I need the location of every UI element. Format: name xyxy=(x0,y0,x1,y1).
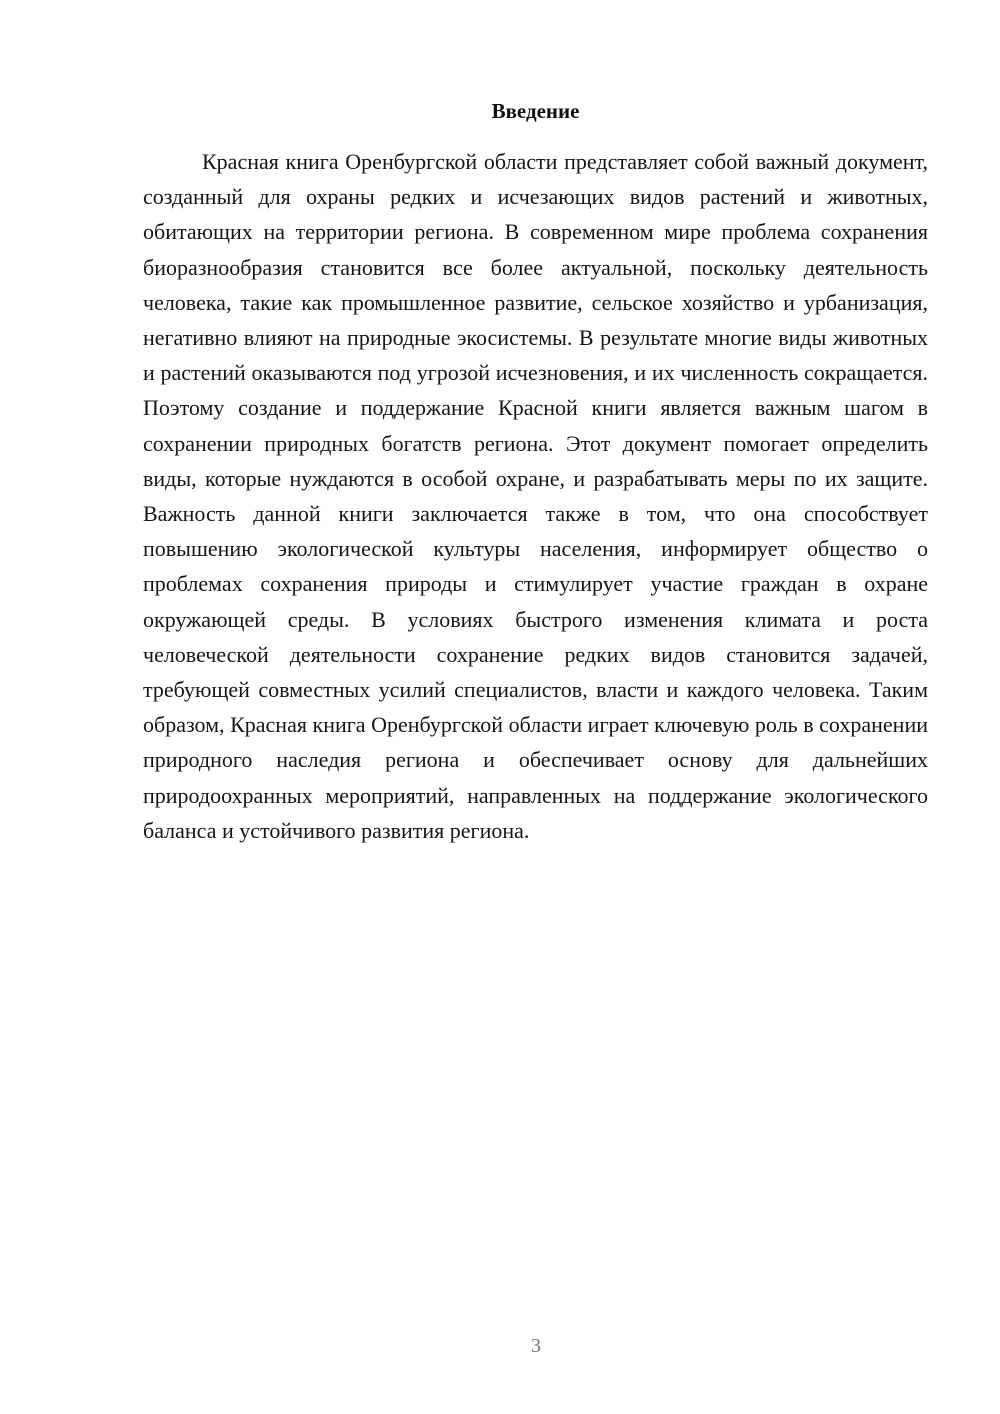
page-number: 3 xyxy=(531,1335,541,1357)
section-heading: Введение xyxy=(491,99,580,123)
body-paragraph: Красная книга Оренбургской области представляет собой важный документ, созданный для охраны редких и исчезающих видов растений и животных, обитающих на территории региона. В современном мире проблема сохранения биоразнообразия становится все более актуальной, поскольку деятельность человека, такие как промышленное развитие, сельское хозяйство и урбанизация, негативно влияют на природные экосистемы. В результате многие виды животных и растений оказываются под угрозой исчезновения, и их численность сокращается. Поэтому создание и поддержание Красной книги является важным шагом в сохранении природных богатств региона. Этот документ помогает определить виды, которые нуждаются в особой охране, и разрабатывать меры по их защите. Важность данной книги заключается также в том, что она способствует повышению экологической культуры населения, информирует общество о проблемах сохранения природы и стимулирует участие граждан в охране окружающей среды. В условиях быстрого изменения климата и роста человеческой деятельности сохранение редких видов становится задачей, требующей совместных усилий специалистов, власти и каждого человека. Таким образом, Красная книга Оренбургской области играет ключевую роль в сохранении природного наследия региона и обеспечивает основу для дальнейших природоохранных мероприятий, направленных на поддержание экологического баланса и устойчивого развития региона. xyxy=(143,149,928,843)
